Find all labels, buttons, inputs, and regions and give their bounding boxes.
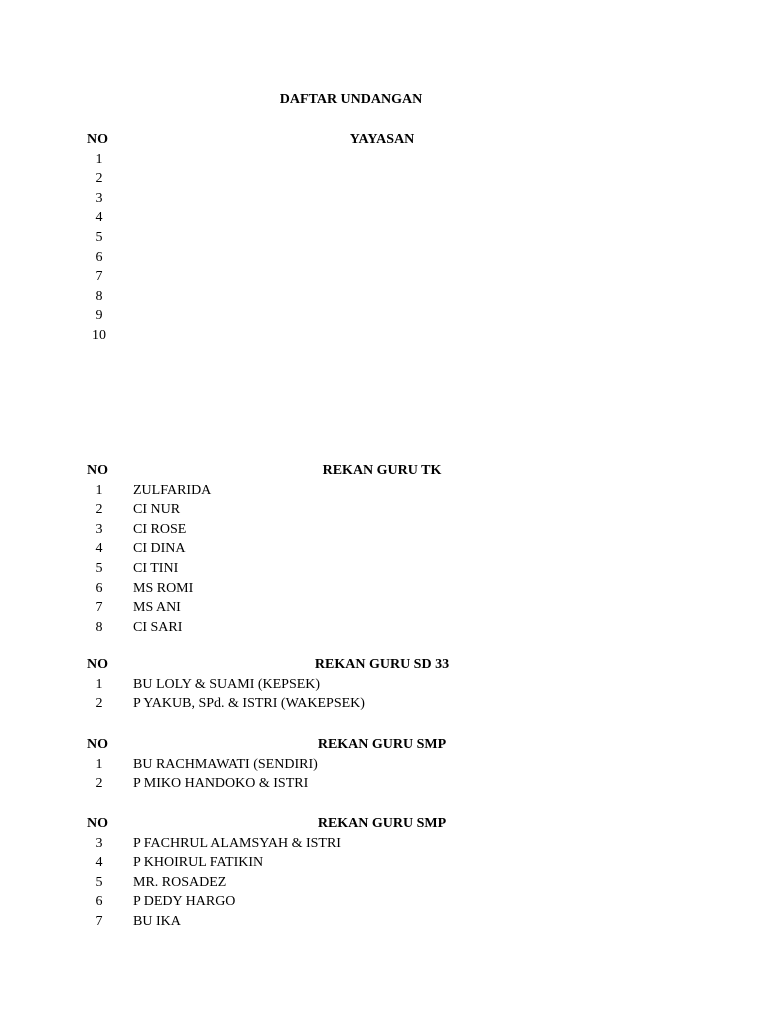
row-number: 10 <box>92 327 106 343</box>
list-item <box>87 579 487 599</box>
invitee-name: BU LOLY & SUAMI (KEPSEK) <box>133 676 321 692</box>
invitee-name: CI SARI <box>133 619 183 635</box>
row-number: 1 <box>95 676 103 692</box>
list-item <box>87 189 487 209</box>
invitee-name: BU RACHMAWATI (SENDIRI) <box>133 756 318 772</box>
invitee-list <box>87 150 487 346</box>
row-number: 8 <box>95 288 103 304</box>
list-item <box>87 248 487 268</box>
row-number: 4 <box>95 855 103 871</box>
list-item <box>87 834 487 854</box>
list-item <box>87 539 487 559</box>
list-item <box>87 892 487 912</box>
section-header <box>87 735 487 755</box>
row-number: 7 <box>95 269 103 285</box>
invitee-name: CI DINA <box>133 541 186 557</box>
list-item <box>87 500 487 520</box>
section-title: REKAN GURU TK <box>322 463 442 478</box>
row-number: 7 <box>95 913 103 929</box>
invitee-list <box>87 481 487 638</box>
row-number: 6 <box>95 249 103 265</box>
section-header <box>87 655 487 675</box>
row-number: 3 <box>95 190 103 206</box>
section-title: REKAN GURU SMP <box>317 737 447 752</box>
section-header <box>87 461 487 481</box>
column-no-header: NO <box>87 816 108 831</box>
invitee-name: MS ROMI <box>133 580 194 596</box>
row-number: 4 <box>95 541 103 557</box>
list-item <box>87 694 487 714</box>
invitee-name: CI TINI <box>133 560 179 576</box>
row-number: 5 <box>95 560 103 576</box>
row-number: 1 <box>95 482 103 498</box>
invitee-name: CI NUR <box>133 502 181 518</box>
list-item <box>87 912 487 932</box>
row-number: 6 <box>95 580 103 596</box>
row-number: 5 <box>95 229 103 245</box>
section-title: YAYASAN <box>349 132 415 147</box>
column-no-header: NO <box>87 657 108 672</box>
invitee-name: P MIKO HANDOKO & ISTRI <box>133 776 309 792</box>
column-no-header: NO <box>87 737 108 752</box>
row-number: 2 <box>95 776 103 792</box>
row-number: 4 <box>95 210 103 226</box>
list-item <box>87 169 487 189</box>
list-item <box>87 228 487 248</box>
row-number: 3 <box>95 835 103 851</box>
row-number: 3 <box>95 521 103 537</box>
row-number: 2 <box>95 171 103 187</box>
list-item <box>87 774 487 794</box>
list-item <box>87 559 487 579</box>
invitee-name: P FACHRUL ALAMSYAH & ISTRI <box>133 835 341 851</box>
list-item <box>87 267 487 287</box>
row-number: 1 <box>95 151 103 167</box>
list-item <box>87 755 487 775</box>
row-number: 5 <box>95 874 103 890</box>
section-rekan-guru-tk <box>87 461 487 637</box>
invitee-name: P DEDY HARGO <box>133 894 236 910</box>
list-item <box>87 520 487 540</box>
invitee-name: P KHOIRUL FATIKIN <box>133 855 264 871</box>
list-item <box>87 481 487 501</box>
section-header <box>87 814 487 834</box>
invitee-name: MR. ROSADEZ <box>133 874 227 890</box>
list-item <box>87 208 487 228</box>
list-item <box>87 853 487 873</box>
section-rekan-guru-smp-continued <box>87 814 487 932</box>
row-number: 6 <box>95 894 103 910</box>
invitee-name: BU IKA <box>133 913 181 929</box>
column-no-header: NO <box>87 132 108 147</box>
list-item <box>87 150 487 170</box>
section-title: REKAN GURU SD 33 <box>314 657 450 672</box>
row-number: 1 <box>95 756 103 772</box>
list-item <box>87 326 487 346</box>
invitee-name: CI ROSE <box>133 521 187 537</box>
invitee-list <box>87 834 487 932</box>
section-header <box>87 130 487 150</box>
section-yayasan <box>87 130 487 346</box>
document-title: DAFTAR UNDANGAN <box>279 92 423 107</box>
list-item <box>87 618 487 638</box>
list-item <box>87 873 487 893</box>
invitee-name: ZULFARIDA <box>133 482 212 498</box>
list-item <box>87 306 487 326</box>
column-no-header: NO <box>87 463 108 478</box>
invitee-list <box>87 675 487 714</box>
invitee-list <box>87 755 487 794</box>
list-item <box>87 287 487 307</box>
row-number: 7 <box>95 600 103 616</box>
section-title: REKAN GURU SMP <box>317 816 447 831</box>
row-number: 8 <box>95 619 103 635</box>
row-number: 2 <box>95 502 103 518</box>
section-rekan-guru-smp <box>87 735 487 794</box>
invitee-name: MS ANI <box>133 600 181 616</box>
section-rekan-guru-sd33 <box>87 655 487 714</box>
row-number: 2 <box>95 696 103 712</box>
invitee-name: P YAKUB, SPd. & ISTRI (WAKEPSEK) <box>133 696 365 712</box>
row-number: 9 <box>95 308 103 324</box>
list-item <box>87 598 487 618</box>
list-item <box>87 675 487 695</box>
